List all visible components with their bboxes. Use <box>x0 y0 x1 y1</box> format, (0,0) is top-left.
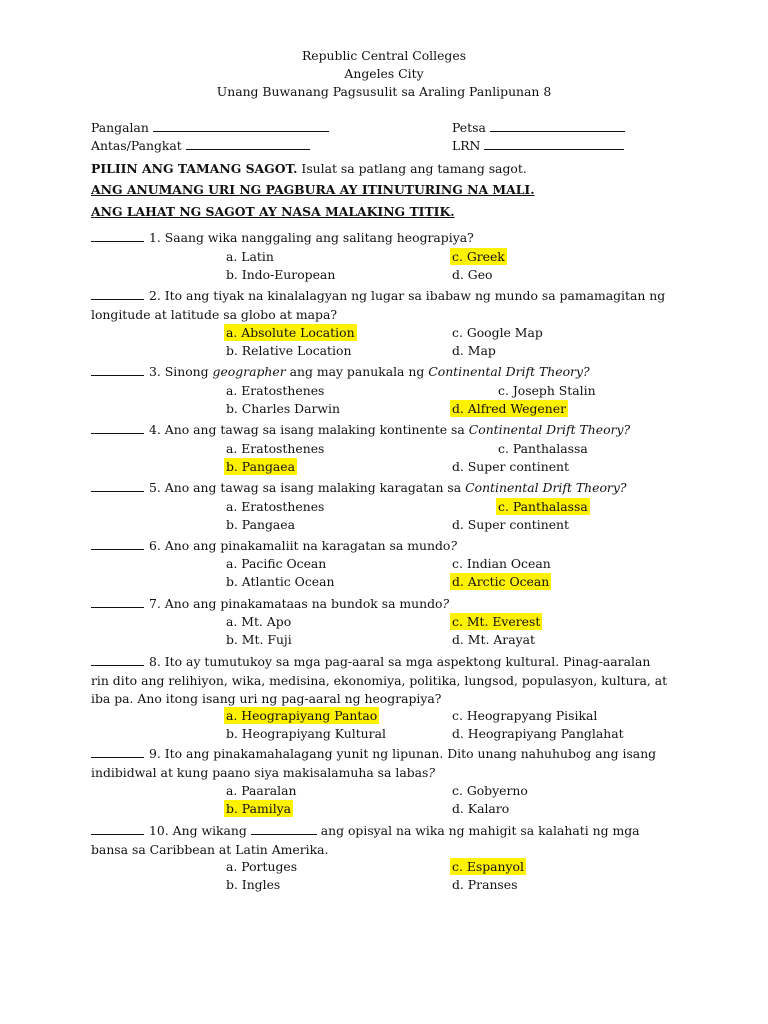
question-number: 10. <box>149 823 169 838</box>
grade-label: Antas/Pangkat <box>91 138 182 153</box>
option-c[interactable]: c. Greek <box>452 249 505 264</box>
question-text: Ano ang pinakamataas na bundok sa mundo <box>164 596 443 611</box>
question-number: 2. <box>149 288 161 303</box>
instruction-line-2: ANG ANUMANG URI NG PAGBURA AY ITINUTURING NA MALI. <box>91 182 535 197</box>
question-4 <box>91 421 671 440</box>
option-b[interactable]: b. Mt. Fuji <box>226 632 292 647</box>
option-c[interactable]: c. Gobyerno <box>452 783 528 798</box>
option-b[interactable]: b. Pangaea <box>226 517 295 532</box>
option-a[interactable]: a. Heograpiyang Pantao <box>226 708 378 723</box>
question-number: 4. <box>149 422 161 437</box>
answer-blank-1[interactable] <box>91 229 144 242</box>
option-a[interactable]: a. Eratosthenes <box>226 383 325 398</box>
option-b[interactable]: b. Ingles <box>226 877 281 892</box>
option-d[interactable]: d. Pranses <box>452 877 518 892</box>
city-name: Angeles City <box>344 66 424 81</box>
question-text: Ano ang tawag sa isang malaking karagatan sa <box>164 480 466 495</box>
question-10 <box>91 822 671 859</box>
instruction-line-1 <box>91 160 527 177</box>
school-name: Republic Central Colleges <box>301 48 467 63</box>
question-7 <box>91 595 671 614</box>
question-text: Ano ang pinakamaliit na karagatan sa mundo <box>164 538 451 553</box>
question-number: 7. <box>149 596 161 611</box>
question-text-italic: ? <box>428 764 436 780</box>
question-text: Saang wika nanggaling ang salitang heograpiya? <box>164 230 474 245</box>
question-text-italic: ? <box>442 596 450 611</box>
date-blank[interactable] <box>490 119 625 132</box>
question-number: 8. <box>149 654 161 669</box>
question-text: ang may panukala ng <box>285 364 429 379</box>
question-number: 1. <box>149 230 161 245</box>
answer-blank-4[interactable] <box>91 421 144 434</box>
option-d[interactable]: d. Super continent <box>452 459 569 474</box>
option-d[interactable]: d. Kalaro <box>452 801 510 816</box>
grade-blank[interactable] <box>186 137 310 150</box>
answer-blank-9[interactable] <box>91 745 144 758</box>
question-text-italic: geographer <box>212 364 286 379</box>
instruction-bold: PILIIN ANG TAMANG SAGOT. <box>91 161 298 176</box>
answer-blank-7[interactable] <box>91 595 144 608</box>
option-b[interactable]: b. Charles Darwin <box>226 401 340 416</box>
option-c[interactable]: c. Mt. Everest <box>452 614 541 629</box>
question-text-italic: ? <box>450 538 458 553</box>
answer-blank-10[interactable] <box>91 822 144 835</box>
question-number: 9. <box>149 746 161 761</box>
option-d[interactable]: d. Mt. Arayat <box>452 632 535 647</box>
answer-blank-6[interactable] <box>91 537 144 550</box>
name-field[interactable] <box>91 119 329 136</box>
option-c[interactable]: c. Google Map <box>452 325 543 340</box>
answer-blank-5[interactable] <box>91 479 144 492</box>
name-label: Pangalan <box>91 120 149 135</box>
question-1 <box>91 229 671 248</box>
option-a[interactable]: a. Eratosthenes <box>226 441 325 456</box>
date-field[interactable] <box>452 119 625 136</box>
option-d[interactable]: d. Geo <box>452 267 493 282</box>
question-number: 3. <box>149 364 161 379</box>
option-a[interactable]: a. Eratosthenes <box>226 499 325 514</box>
option-c[interactable]: c. Panthalassa <box>498 441 588 456</box>
option-c[interactable]: c. Indian Ocean <box>452 556 551 571</box>
option-b[interactable]: b. Atlantic Ocean <box>226 574 335 589</box>
fill-in-blank[interactable] <box>251 822 317 835</box>
option-c[interactable]: c. Espanyol <box>452 859 524 874</box>
question-6 <box>91 537 671 556</box>
option-a[interactable]: a. Paaralan <box>226 783 297 798</box>
lrn-field[interactable] <box>452 137 624 154</box>
question-9 <box>91 745 671 782</box>
option-a[interactable]: a. Mt. Apo <box>226 614 292 629</box>
question-text-italic: Continental Drift Theory? <box>428 364 590 379</box>
grade-field[interactable] <box>91 137 310 154</box>
option-d[interactable]: d. Map <box>452 343 496 358</box>
option-d[interactable]: d. Alfred Wegener <box>452 401 566 416</box>
lrn-blank[interactable] <box>484 137 624 150</box>
question-8 <box>91 653 671 709</box>
answer-blank-2[interactable] <box>91 287 144 300</box>
name-blank[interactable] <box>153 119 329 132</box>
exam-title: Unang Buwanang Pagsusulit sa Araling Panlipunan 8 <box>216 84 552 99</box>
lrn-label: LRN <box>452 138 481 153</box>
question-text: ang opisyal na wika ng mahigit sa kalahati ng mga bansa sa Caribbean at Latin Amerika. <box>91 823 640 857</box>
option-a[interactable]: a. Pacific Ocean <box>226 556 327 571</box>
option-b[interactable]: b. Pamilya <box>226 801 292 816</box>
option-a[interactable]: a. Portuges <box>226 859 298 874</box>
question-text: Sinong <box>164 364 213 379</box>
option-c[interactable]: c. Heograpyang Pisikal <box>452 708 598 723</box>
question-text-italic: Continental Drift Theory? <box>465 480 627 495</box>
question-text: Ang wikang <box>172 823 251 838</box>
question-text: Ano ang tawag sa isang malaking kontinente sa <box>164 422 469 437</box>
option-c[interactable]: c. Joseph Stalin <box>498 383 596 398</box>
instruction-rest: Isulat sa patlang ang tamang sagot. <box>297 161 527 176</box>
question-number: 6. <box>149 538 161 553</box>
option-d[interactable]: d. Heograpiyang Panglahat <box>452 726 624 741</box>
option-a[interactable]: a. Latin <box>226 249 274 264</box>
date-label: Petsa <box>452 120 486 135</box>
option-d[interactable]: d. Super continent <box>452 517 569 532</box>
option-c[interactable]: c. Panthalassa <box>498 499 588 514</box>
option-d[interactable]: d. Arctic Ocean <box>452 574 550 589</box>
answer-blank-3[interactable] <box>91 363 144 376</box>
question-3 <box>91 363 671 382</box>
instruction-line-3: ANG LAHAT NG SAGOT AY NASA MALAKING TITIK. <box>91 204 455 219</box>
option-b[interactable]: b. Indo-European <box>226 267 336 282</box>
answer-blank-8[interactable] <box>91 653 144 666</box>
option-a[interactable]: a. Absolute Location <box>226 325 355 340</box>
question-text: Ito ang pinakamahalagang yunit ng lipunan. Dito unang nahuhubog ang isang indibidwal at kung paano siya makisalamuha sa labas <box>91 746 657 780</box>
question-text: Ito ay tumutukoy sa mga pag-aaral sa mga aspektong kultural. Pinag-aaralan rin dito ang relihiyon, wika, medisina, ekonomiya, politika, lungsod, populasyon, kultura, at iba pa. Ano itong isang uri ng pag-aaral ng heograpiya? <box>91 654 668 706</box>
option-b[interactable]: b. Pangaea <box>226 459 295 474</box>
question-5 <box>91 479 671 498</box>
option-b[interactable]: b. Relative Location <box>226 343 352 358</box>
question-text: Ito ang tiyak na kinalalagyan ng lugar sa ibabaw ng mundo sa pamamagitan ng longitude at latitude sa globo at mapa? <box>91 288 666 322</box>
question-number: 5. <box>149 480 161 495</box>
option-b[interactable]: b. Heograpiyang Kultural <box>226 726 386 741</box>
question-text-italic: Continental Drift Theory? <box>468 422 631 437</box>
question-2 <box>91 287 671 324</box>
